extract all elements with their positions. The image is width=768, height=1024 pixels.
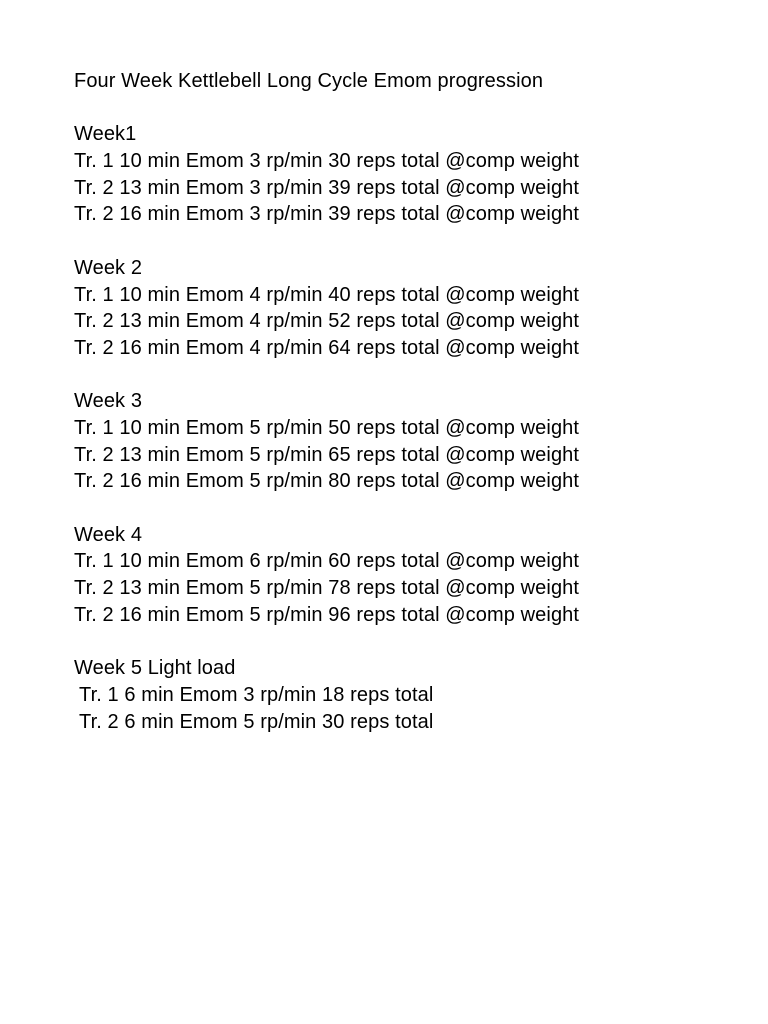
week-heading: Week 2 <box>74 256 143 279</box>
training-line: Tr. 1 10 min Emom 5 rp/min 50 reps total @comp weight <box>74 416 580 439</box>
week-heading: Week1 <box>74 123 137 146</box>
spacer <box>74 628 754 655</box>
spacer <box>74 495 754 522</box>
training-line: Tr. 2 6 min Emom 5 rp/min 30 reps total <box>79 710 434 733</box>
training-line: Tr. 1 6 min Emom 3 rp/min 18 reps total <box>79 683 434 706</box>
training-line: Tr. 2 13 min Emom 5 rp/min 65 reps total @comp weight <box>74 443 580 466</box>
week-section-1 <box>74 121 754 228</box>
training-line: Tr. 2 16 min Emom 5 rp/min 96 reps total @comp weight <box>74 603 580 626</box>
training-line: Tr. 2 13 min Emom 5 rp/min 78 reps total @comp weight <box>74 577 580 600</box>
training-line: Tr. 2 13 min Emom 4 rp/min 52 reps total @comp weight <box>74 310 580 333</box>
week-heading: Week 5 Light load <box>74 657 236 680</box>
week-heading: Week 3 <box>74 390 143 413</box>
training-line: Tr. 1 10 min Emom 3 rp/min 30 reps total @comp weight <box>74 150 580 173</box>
week-section-2 <box>74 255 754 362</box>
training-line: Tr. 2 13 min Emom 3 rp/min 39 reps total @comp weight <box>74 176 580 199</box>
document-title: Four Week Kettlebell Long Cycle Emom progression <box>74 70 544 92</box>
spacer <box>74 362 754 389</box>
document-page <box>74 68 754 735</box>
training-line: Tr. 1 10 min Emom 4 rp/min 40 reps total @comp weight <box>74 283 580 306</box>
training-line: Tr. 2 16 min Emom 5 rp/min 80 reps total @comp weight <box>74 470 580 493</box>
spacer <box>74 95 754 122</box>
training-line: Tr. 2 16 min Emom 3 rp/min 39 reps total @comp weight <box>74 203 580 226</box>
training-line: Tr. 2 16 min Emom 4 rp/min 64 reps total @comp weight <box>74 336 580 359</box>
week-heading: Week 4 <box>74 523 143 546</box>
training-line: Tr. 1 10 min Emom 6 rp/min 60 reps total @comp weight <box>74 550 580 573</box>
spacer <box>74 228 754 255</box>
week-section-5 <box>74 655 754 735</box>
week-section-4 <box>74 522 754 629</box>
week-section-3 <box>74 388 754 495</box>
